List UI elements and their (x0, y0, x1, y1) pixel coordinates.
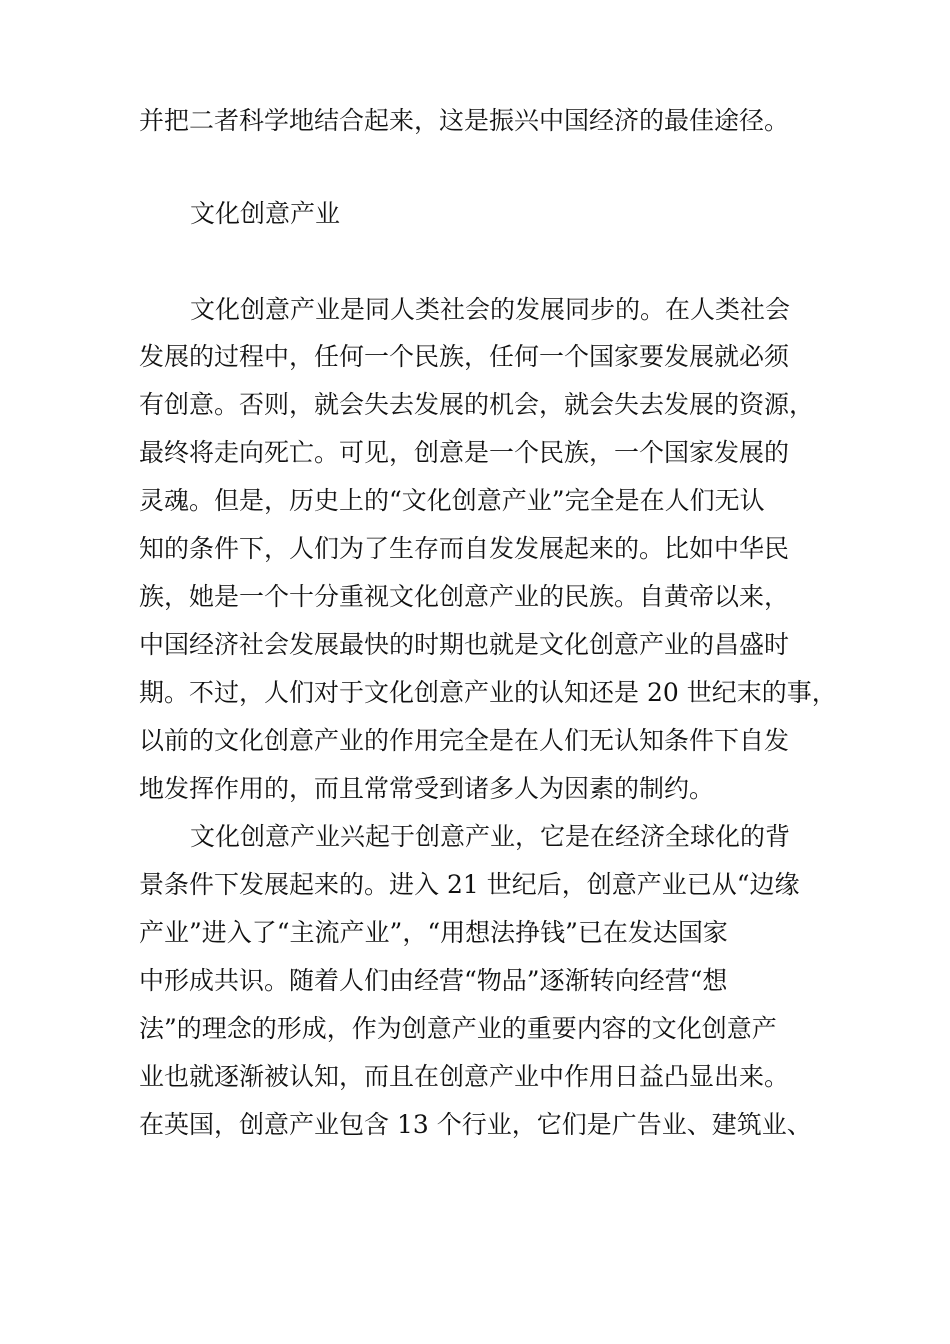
paragraph-line: 以前的文化创意产业的作用完全是在人们无认知条件下自发 (139, 726, 790, 755)
paragraph-line: 文化创意产业兴起于创意产业，它是在经济全球化的背 (190, 822, 791, 851)
paragraph-line: 业也就逐渐被认知，而且在创意产业中作用日益凸显出来。 (139, 1062, 790, 1091)
opening-line: 并把二者科学地结合起来，这是振兴中国经济的最佳途径。 (139, 106, 790, 135)
paragraph-line: 有创意。否则，就会失去发展的机会，就会失去发展的资源， (139, 390, 815, 419)
paragraph-line: 产业”进入了“主流产业”，“用想法挣钱”已在发达国家 (139, 918, 728, 947)
section-heading: 文化创意产业 (190, 199, 341, 228)
paragraph-line: 期。不过，人们对于文化创意产业的认知还是 20 世纪末的事， (139, 678, 837, 707)
paragraph-line: 中形成共识。随着人们由经营“物品”逐渐转向经营“想 (139, 966, 728, 995)
paragraph-line: 中国经济社会发展最快的时期也就是文化创意产业的昌盛时 (139, 630, 790, 659)
paragraph-line: 文化创意产业是同人类社会的发展同步的。在人类社会 (190, 295, 791, 324)
paragraph-line: 在英国，创意产业包含 13 个行业，它们是广告业、建筑业、 (139, 1110, 812, 1139)
paragraph-line: 景条件下发展起来的。进入 21 世纪后，创意产业已从“边缘 (139, 870, 800, 899)
paragraph-line: 法”的理念的形成，作为创意产业的重要内容的文化创意产 (139, 1014, 777, 1043)
paragraph-line: 发展的过程中，任何一个民族，任何一个国家要发展就必须 (139, 342, 790, 371)
paragraph-line: 知的条件下，人们为了生存而自发发展起来的。比如中华民 (139, 534, 790, 563)
paragraph-line: 最终将走向死亡。可见，创意是一个民族，一个国家发展的 (139, 438, 790, 467)
paragraph-line: 族，她是一个十分重视文化创意产业的民族。自黄帝以来， (139, 582, 790, 611)
paragraph-line: 灵魂。但是，历史上的“文化创意产业”完全是在人们无认 (139, 486, 765, 515)
paragraph-line: 地发挥作用的，而且常常受到诸多人为因素的制约。 (139, 774, 715, 803)
